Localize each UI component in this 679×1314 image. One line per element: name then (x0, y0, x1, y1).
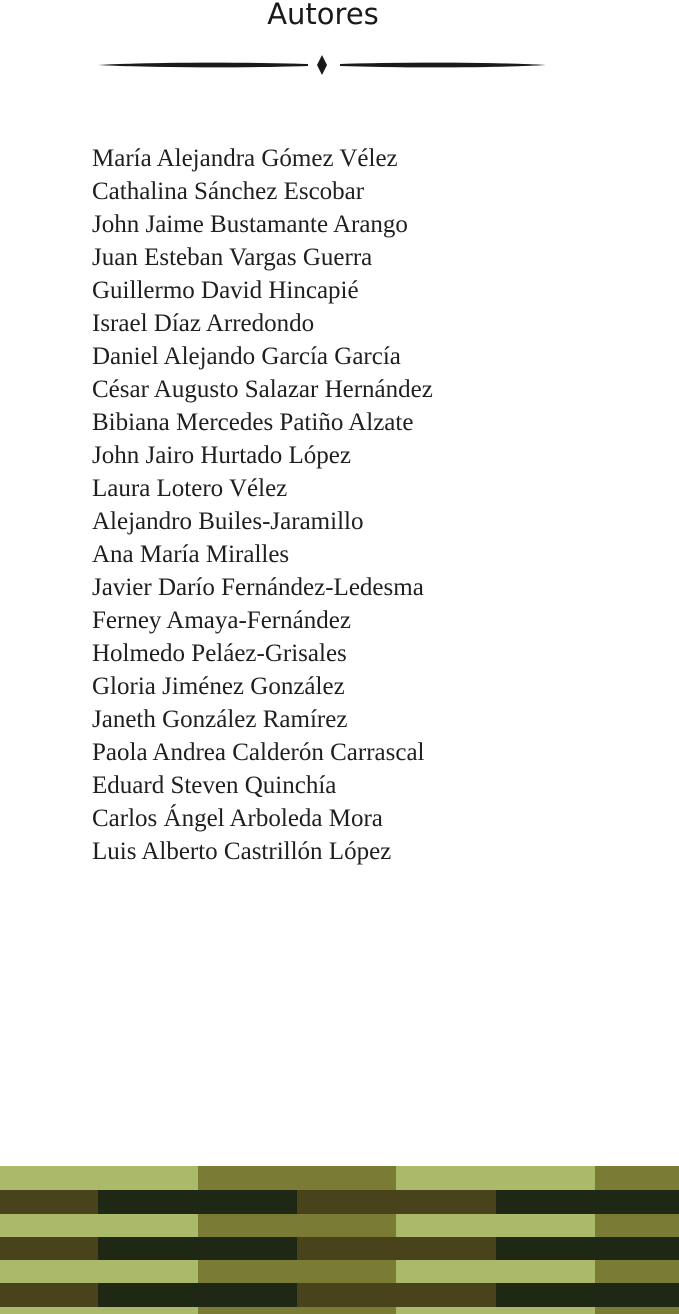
stripe-segment (496, 1283, 679, 1307)
stripe-segment (595, 1214, 679, 1237)
author-name: Javier Darío Fernández-Ledesma (92, 574, 424, 601)
stripe-segment (0, 1283, 98, 1307)
stripe-segment (98, 1283, 297, 1307)
stripe-segment (198, 1214, 396, 1237)
divider-right-line (340, 63, 546, 68)
stripe-segment (595, 1166, 679, 1190)
stripe-segment (297, 1190, 496, 1214)
decorative-stripe-band (0, 1166, 679, 1314)
stripe-segment (396, 1307, 595, 1314)
stripe-segment (198, 1260, 396, 1283)
stripe-segment (595, 1307, 679, 1314)
author-name: Alejandro Builes-Jaramillo (92, 508, 364, 535)
author-name: Luis Alberto Castrillón López (92, 838, 392, 865)
divider-left-line (98, 63, 308, 68)
author-name: Ferney Amaya-Fernández (92, 607, 351, 634)
stripe-segment (595, 1260, 679, 1283)
author-name: Janeth González Ramírez (92, 706, 348, 733)
author-name: Guillermo David Hincapié (92, 277, 359, 304)
author-name: Carlos Ángel Arboleda Mora (92, 805, 383, 832)
stripe-segment (0, 1166, 198, 1190)
stripe-segment (198, 1307, 396, 1314)
author-name: Ana María Miralles (92, 541, 290, 568)
author-name: María Alejandra Gómez Vélez (92, 145, 398, 172)
author-name: John Jairo Hurtado López (92, 442, 351, 469)
author-name: Gloria Jiménez González (92, 673, 345, 700)
author-name: Eduard Steven Quinchía (92, 772, 337, 799)
author-name: Israel Díaz Arredondo (92, 310, 315, 337)
stripe-segment (496, 1190, 679, 1214)
author-name: Paola Andrea Calderón Carrascal (92, 739, 425, 766)
stripe-segment (496, 1237, 679, 1260)
page-title: Autores (267, 0, 379, 31)
stripe-segment (98, 1237, 297, 1260)
author-name: Daniel Alejando García García (92, 343, 401, 370)
stripe-segment (0, 1214, 198, 1237)
stripe-segment (0, 1237, 98, 1260)
stripe-segment (0, 1307, 198, 1314)
stripe-segment (297, 1237, 496, 1260)
stripe-segment (297, 1283, 496, 1307)
author-name: Bibiana Mercedes Patiño Alzate (92, 409, 414, 436)
author-name: Juan Esteban Vargas Guerra (92, 244, 373, 271)
stripe-segment (0, 1190, 98, 1214)
stripe-segment (396, 1166, 595, 1190)
author-list (92, 142, 433, 868)
stripe-segment (396, 1260, 595, 1283)
author-name: John Jaime Bustamante Arango (92, 211, 408, 238)
divider-diamond-icon (317, 55, 327, 75)
title-divider-ornament (96, 52, 548, 78)
author-name: César Augusto Salazar Hernández (92, 376, 433, 403)
author-name: Laura Lotero Vélez (92, 475, 288, 502)
author-name: Holmedo Peláez-Grisales (92, 640, 347, 667)
stripe-segment (198, 1166, 396, 1190)
author-name: Cathalina Sánchez Escobar (92, 178, 365, 205)
stripe-segment (396, 1214, 595, 1237)
stripe-segment (98, 1190, 297, 1214)
stripe-segment (0, 1260, 198, 1283)
